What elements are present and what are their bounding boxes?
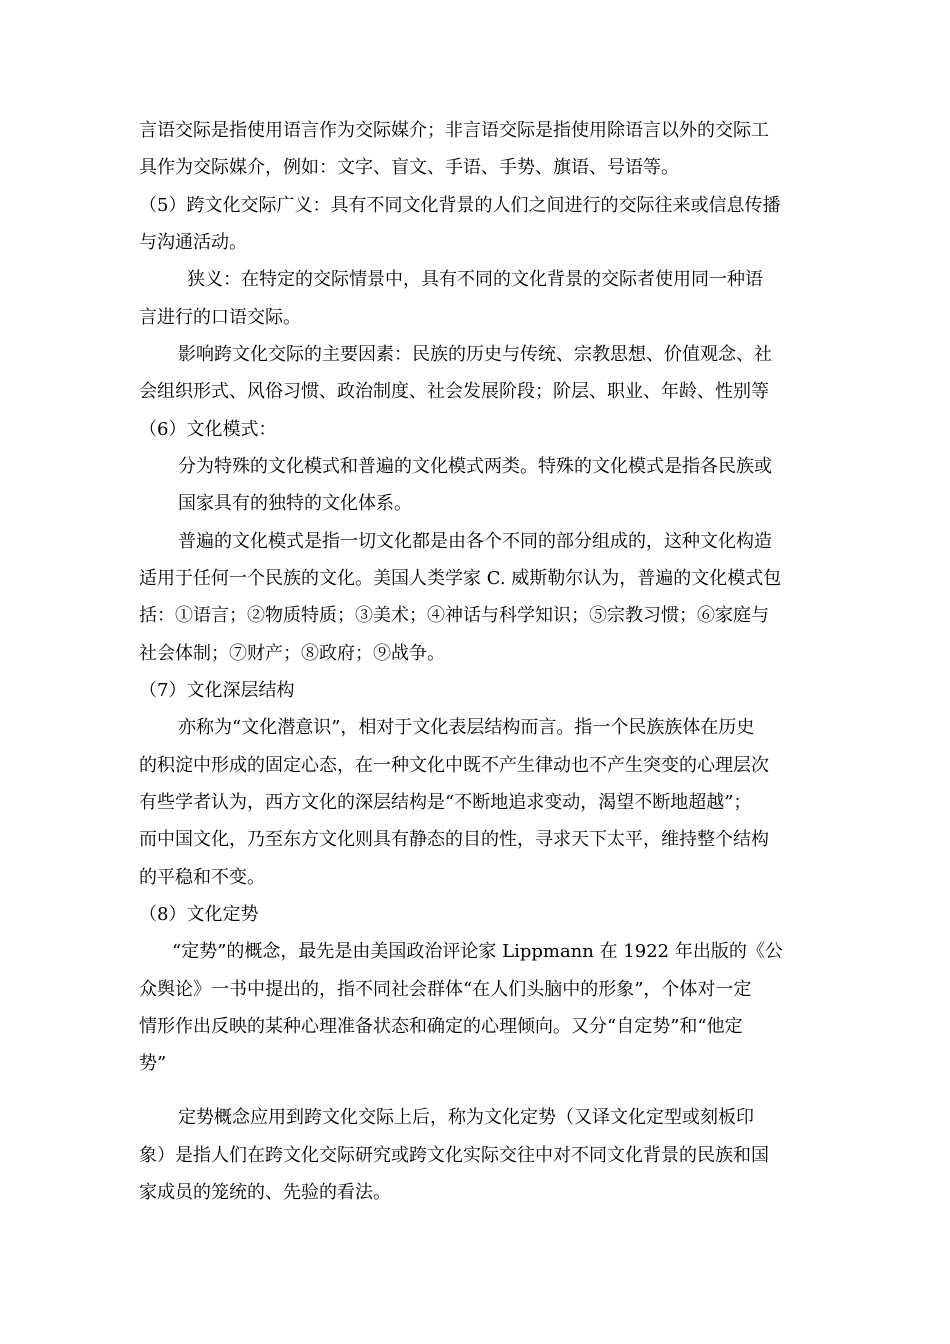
text-line: 括：①语言；②物质特质；③美术；④神话与科学知识；⑤宗教习惯；⑥家庭与 (139, 605, 769, 626)
text-line: 有些学者认为，西方文化的深层结构是“不断地追求变动，渴望不断地超越”； (139, 792, 752, 813)
text-line: 定势概念应用到跨文化交际上后，称为文化定势（又译文化定型或刻板印 (178, 1107, 754, 1128)
section-heading-6: （6）文化模式： (139, 419, 277, 440)
text-line: 普遍的文化模式是指一切文化都是由各个不同的部分组成的，这种文化构造 (178, 531, 772, 552)
text-line: 言语交际是指使用语言作为交际媒介；非言语交际是指使用除语言以外的交际工 (139, 120, 769, 141)
text-line: 社会体制；⑦财产；⑧政府；⑨战争。 (139, 643, 445, 664)
text-line: 亦称为“文化潜意识”，相对于文化表层结构而言。指一个民族族体在历史 (178, 717, 755, 738)
text-line: 家成员的笼统的、先验的看法。 (139, 1182, 391, 1203)
text-line: “定势”的概念，最先是由美国政治评论家 Lippmann 在 1922 年出版的《公 (172, 941, 783, 962)
text-line: 分为特殊的文化模式和普遍的文化模式两类。特殊的文化模式是指各民族或 (178, 456, 772, 477)
text-line: 狭义：在特定的交际情景中，具有不同的文化背景的交际者使用同一种语 (187, 269, 763, 290)
text-line: 的平稳和不变。 (139, 867, 265, 888)
text-line: 势” (139, 1053, 167, 1074)
text-line: 与沟通活动。 (139, 232, 247, 253)
text-line: 会组织形式、风俗习惯、政治制度、社会发展阶段；阶层、职业、年龄、性别等 (139, 381, 769, 402)
text-line: 众舆论》一书中提出的，指不同社会群体“在人们头脑中的形象”，个体对一定 (139, 979, 752, 1000)
text-line: 国家具有的独特的文化体系。 (178, 493, 412, 514)
text-line: 而中国文化，乃至东方文化则具有静态的目的性，寻求天下太平，维持整个结构 (139, 829, 769, 850)
text-line: 的积淀中形成的固定心态，在一种文化中既不产生律动也不产生突变的心理层次 (139, 755, 769, 776)
text-line: 具作为交际媒介，例如：文字、盲文、手语、手势、旗语、号语等。 (139, 157, 679, 178)
section-heading-5: （5）跨文化交际广义：具有不同文化背景的人们之间进行的交际往来或信息传播 (139, 195, 781, 216)
section-heading-8: （8）文化定势 (139, 904, 259, 925)
text-line: 象）是指人们在跨文化交际研究或跨文化实际交往中对不同文化背景的民族和国 (139, 1145, 769, 1166)
text-line: 适用于任何一个民族的文化。美国人类学家 C. 威斯勒尔认为，普遍的文化模式包 (139, 568, 782, 589)
section-heading-7: （7）文化深层结构 (139, 680, 295, 701)
text-line: 情形作出反映的某种心理准备状态和确定的心理倾向。又分“自定势”和“他定 (139, 1016, 743, 1037)
text-line: 影响跨文化交际的主要因素：民族的历史与传统、宗教思想、价值观念、社 (178, 344, 772, 365)
text-line: 言进行的口语交际。 (139, 307, 301, 328)
